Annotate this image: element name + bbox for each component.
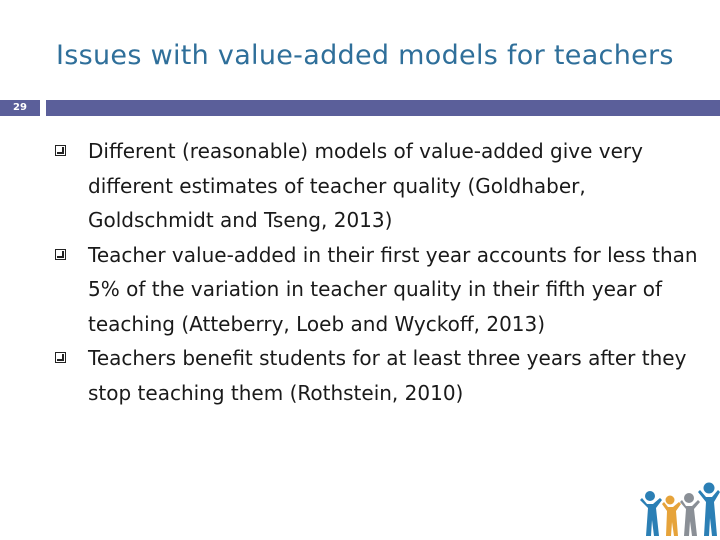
person-figure-blue-icon	[640, 491, 662, 536]
bullet-item	[48, 341, 698, 410]
bullet-item	[48, 134, 698, 238]
person-figure-gray-icon	[680, 493, 700, 536]
slide-title: Issues with value-added models for teachers	[56, 40, 674, 71]
people-figures-logo-icon	[636, 478, 720, 540]
checkbox-bullet-icon	[55, 249, 66, 260]
slide-number: 29	[13, 102, 27, 113]
bullet-text: Teacher value-added in their first year accounts for less than 5% of the variation in teacher quality in their fifth year of teaching (Atteberry, Loeb and Wyckoff, 2013)	[88, 242, 698, 336]
bullet-list	[48, 134, 698, 410]
bullet-text: Teachers benefit students for at least three years after they stop teaching them (Rothstein, 2010)	[88, 346, 687, 405]
person-figure-orange-icon	[662, 496, 681, 537]
bullet-item	[48, 238, 698, 342]
person-figure-blue-icon	[698, 483, 720, 537]
checkbox-bullet-icon	[55, 145, 66, 156]
checkbox-bullet-icon	[55, 352, 66, 363]
bullet-text: Different (reasonable) models of value-added give very different estimates of teacher quality (Goldhaber, Goldschmidt and Tseng, 2013)	[88, 139, 643, 232]
title-divider-bar	[46, 100, 720, 116]
